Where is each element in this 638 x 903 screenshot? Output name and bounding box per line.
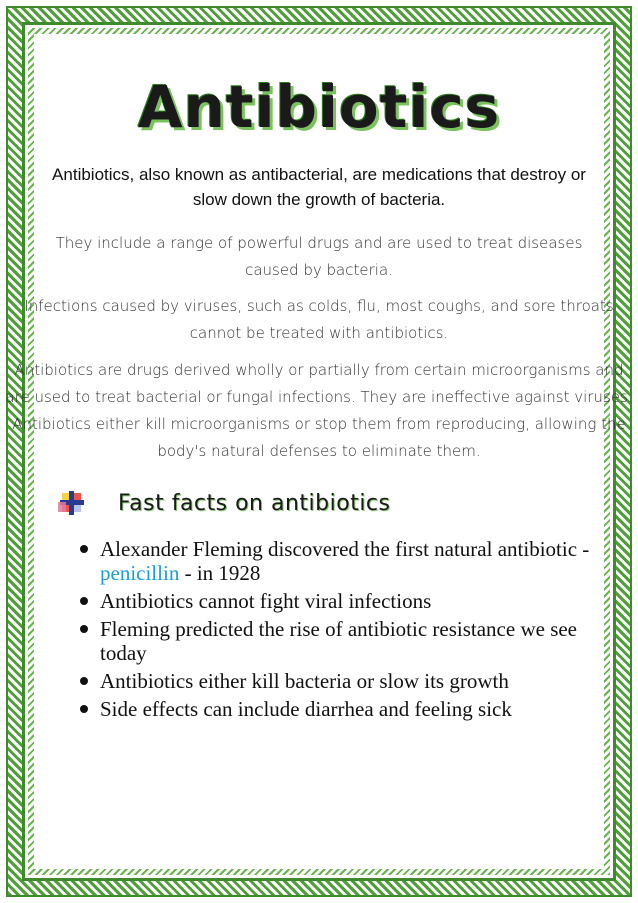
fact-text: Antibiotics either kill bacteria or slow its growth (100, 669, 509, 693)
paragraph-viruses: Infections caused by viruses, such as colds, flu, most coughs, and sore throats cannot be treated with antibiotics. (24, 297, 614, 342)
bullet-icon (80, 625, 88, 633)
paragraph-derivation: Antibiotics are drugs derived wholly or partially from certain microorganisms and are used to treat bacterial or fungal infections. They are ineffective against viruses. Antibiotics either kill microorganisms or stop them from reproducing, allowing the body's natural defenses to eliminate them. (5, 361, 633, 460)
facts-heading (36, 491, 602, 525)
colored-cross-icon (58, 489, 86, 517)
facts-title: Fast facts on antibiotics (118, 491, 391, 516)
fact-text: Antibiotics cannot fight viral infections (100, 589, 432, 613)
list-item (80, 589, 602, 613)
bullet-icon (80, 545, 88, 553)
paragraph-drugs: They include a range of powerful drugs and are used to treat diseases caused by bacteria. (55, 234, 583, 279)
facts-list (36, 537, 602, 721)
penicillin-highlight: penicillin (100, 561, 180, 585)
list-item (80, 669, 602, 693)
page-title: Antibiotics (137, 73, 501, 141)
list-item (80, 617, 602, 665)
bullet-icon (80, 597, 88, 605)
poster-content (5, 34, 633, 869)
intro-text: Antibiotics, also known as antibacterial, are medications that destroy or slow down the growth of bacteria. (52, 165, 586, 209)
list-item (80, 537, 602, 585)
fact-text: Fleming predicted the rise of antibiotic resistance we see today (100, 617, 578, 665)
bullet-icon (80, 677, 88, 685)
list-item (80, 697, 602, 721)
fact-text: Side effects can include diarrhea and feeling sick (100, 697, 512, 721)
fact-text-part: - in 1928 (179, 561, 261, 585)
fact-text-part: Alexander Fleming discovered the first natural antibiotic - (100, 537, 590, 561)
bullet-icon (80, 705, 88, 713)
